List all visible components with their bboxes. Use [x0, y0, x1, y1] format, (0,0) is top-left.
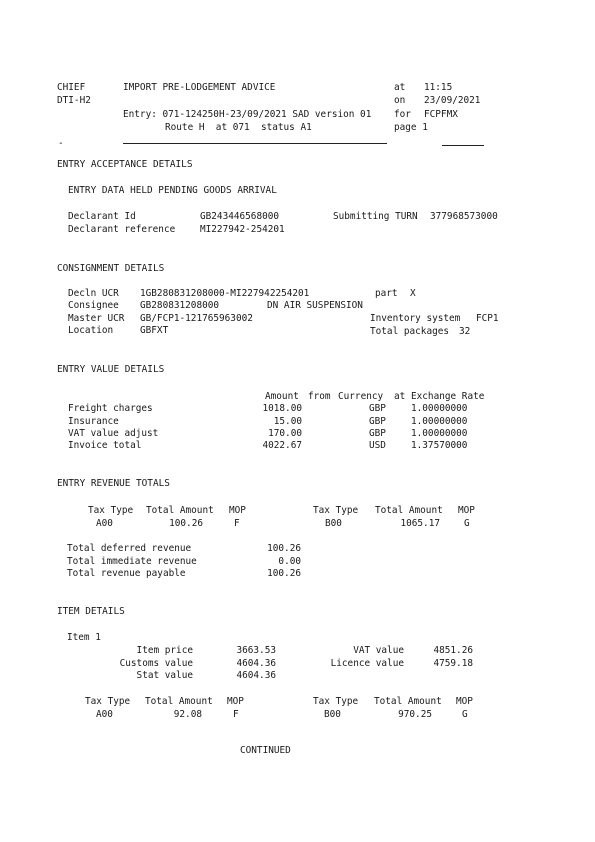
- value-row-rate: 1.00000000: [411, 428, 468, 439]
- item-tax-type: B00: [324, 709, 341, 720]
- consignment-heading: CONSIGNMENT DETAILS: [57, 263, 165, 274]
- col-from: from: [308, 391, 331, 402]
- col-mop: MOP: [456, 696, 473, 707]
- stat-value: 4604.36: [236, 670, 276, 681]
- master-ucr-label: Master UCR: [68, 313, 125, 324]
- declarant-reference-label: Declarant reference: [68, 224, 176, 235]
- col-total-amount: Total Amount: [146, 505, 214, 516]
- item-tax-mop: G: [462, 709, 468, 720]
- header-dash: -: [58, 138, 64, 149]
- item-label: Item 1: [67, 632, 101, 643]
- entry-revenue-heading: ENTRY REVENUE TOTALS: [57, 478, 170, 489]
- value-row-label: Freight charges: [68, 403, 153, 414]
- revenue-mop: G: [464, 518, 470, 529]
- declarant-id: GB243446568000: [200, 211, 280, 222]
- col-total-amount: Total Amount: [375, 505, 443, 516]
- col-amount: Amount: [265, 391, 299, 402]
- licence-value-label: Licence value: [330, 658, 404, 669]
- item-price-label: Item price: [136, 645, 193, 656]
- col-mop: MOP: [227, 696, 244, 707]
- value-row-rate: 1.37570000: [411, 440, 468, 451]
- at-label: at: [394, 82, 406, 93]
- item-tax-type: A00: [96, 709, 113, 720]
- continued-label: CONTINUED: [240, 745, 291, 756]
- declarant-id-label: Declarant Id: [68, 211, 136, 222]
- value-row-amount: 15.00: [273, 416, 302, 427]
- col-mop: MOP: [229, 505, 246, 516]
- part-value: X: [410, 288, 416, 299]
- col-total-amount: Total Amount: [374, 696, 442, 707]
- route-line: Route H at 071 status A1: [165, 122, 312, 133]
- stat-value-label: Stat value: [136, 670, 193, 681]
- header-date: 23/09/2021: [424, 95, 481, 106]
- item-tax-mop: F: [233, 709, 239, 720]
- revenue-total-label: Total immediate revenue: [67, 556, 197, 567]
- location-value: GBFXT: [140, 325, 169, 336]
- col-currency: Currency: [338, 391, 384, 402]
- value-row-label: VAT value adjust: [68, 428, 159, 439]
- on-label: on: [394, 95, 406, 106]
- col-tax-type: Tax Type: [313, 505, 359, 516]
- value-row-currency: GBP: [369, 428, 386, 439]
- col-tax-type: Tax Type: [313, 696, 359, 707]
- declarant-reference: MI227942-254201: [200, 224, 285, 235]
- consignee-name: DN AIR SUSPENSION: [267, 300, 363, 311]
- item-tax-amount: 970.25: [398, 709, 432, 720]
- inventory-system-value: FCP1: [476, 313, 499, 324]
- value-row-amount: 170.00: [268, 428, 302, 439]
- value-row-rate: 1.00000000: [411, 416, 468, 427]
- page-rule: [442, 145, 484, 146]
- part-label: part: [375, 288, 398, 299]
- col-at: at: [394, 391, 406, 402]
- item-price: 3663.53: [236, 645, 276, 656]
- office-code: DTI-H2: [57, 95, 91, 106]
- document-title: IMPORT PRE-LODGEMENT ADVICE: [123, 82, 276, 93]
- revenue-total-label: Total deferred revenue: [67, 543, 192, 554]
- decln-ucr-label: Decln UCR: [68, 288, 119, 299]
- entry-line: Entry: 071-124250H-23/09/2021 SAD version 01: [123, 109, 372, 120]
- for-label: for: [394, 109, 411, 120]
- total-packages-label: Total packages: [370, 326, 450, 337]
- master-ucr: GB/FCP1-121765963002: [140, 313, 253, 324]
- revenue-total-label: Total revenue payable: [67, 568, 186, 579]
- total-packages-value: 32: [459, 326, 471, 337]
- col-total-amount: Total Amount: [145, 696, 213, 707]
- inventory-system-label: Inventory system: [370, 313, 461, 324]
- col-tax-type: Tax Type: [85, 696, 131, 707]
- for-value: FCPFMX: [424, 109, 458, 120]
- revenue-amount: 100.26: [169, 518, 203, 529]
- entry-acceptance-heading: ENTRY ACCEPTANCE DETAILS: [57, 159, 193, 170]
- customs-value: 4604.36: [236, 658, 276, 669]
- value-row-currency: GBP: [369, 403, 386, 414]
- vat-value-label: VAT value: [353, 645, 404, 656]
- col-exchange-rate: Exchange Rate: [411, 391, 485, 402]
- value-row-label: Insurance: [68, 416, 119, 427]
- revenue-total-value: 0.00: [278, 556, 301, 567]
- system-name: CHIEF: [57, 82, 86, 93]
- item-tax-amount: 92.08: [173, 709, 202, 720]
- consignee-label: Consignee: [68, 300, 119, 311]
- header-time: 11:15: [424, 82, 453, 93]
- item-details-heading: ITEM DETAILS: [57, 606, 125, 617]
- consignee-eori: GB280831208000: [140, 300, 220, 311]
- value-row-amount: 1018.00: [262, 403, 302, 414]
- value-row-currency: GBP: [369, 416, 386, 427]
- value-row-amount: 4022.67: [262, 440, 302, 451]
- revenue-amount: 1065.17: [400, 518, 440, 529]
- revenue-tax-type: A00: [96, 518, 113, 529]
- value-row-label: Invoice total: [68, 440, 142, 451]
- entry-value-heading: ENTRY VALUE DETAILS: [57, 364, 165, 375]
- vat-value: 4851.26: [433, 645, 473, 656]
- licence-value: 4759.18: [433, 658, 473, 669]
- revenue-mop: F: [234, 518, 240, 529]
- submitting-turn: 377968573000: [430, 211, 498, 222]
- revenue-tax-type: B00: [325, 518, 342, 529]
- value-row-rate: 1.00000000: [411, 403, 468, 414]
- revenue-total-value: 100.26: [267, 543, 301, 554]
- customs-value-label: Customs value: [119, 658, 193, 669]
- col-tax-type: Tax Type: [88, 505, 134, 516]
- value-row-currency: USD: [369, 440, 386, 451]
- submitting-turn-label: Submitting TURN: [333, 211, 418, 222]
- entry-status: ENTRY DATA HELD PENDING GOODS ARRIVAL: [68, 185, 277, 196]
- header-rule: [123, 143, 387, 144]
- col-mop: MOP: [458, 505, 475, 516]
- page-number: page 1: [394, 122, 428, 133]
- location-label: Location: [68, 325, 114, 336]
- decln-ucr: 1GB280831208000-MI227942254201: [140, 288, 310, 299]
- revenue-total-value: 100.26: [267, 568, 301, 579]
